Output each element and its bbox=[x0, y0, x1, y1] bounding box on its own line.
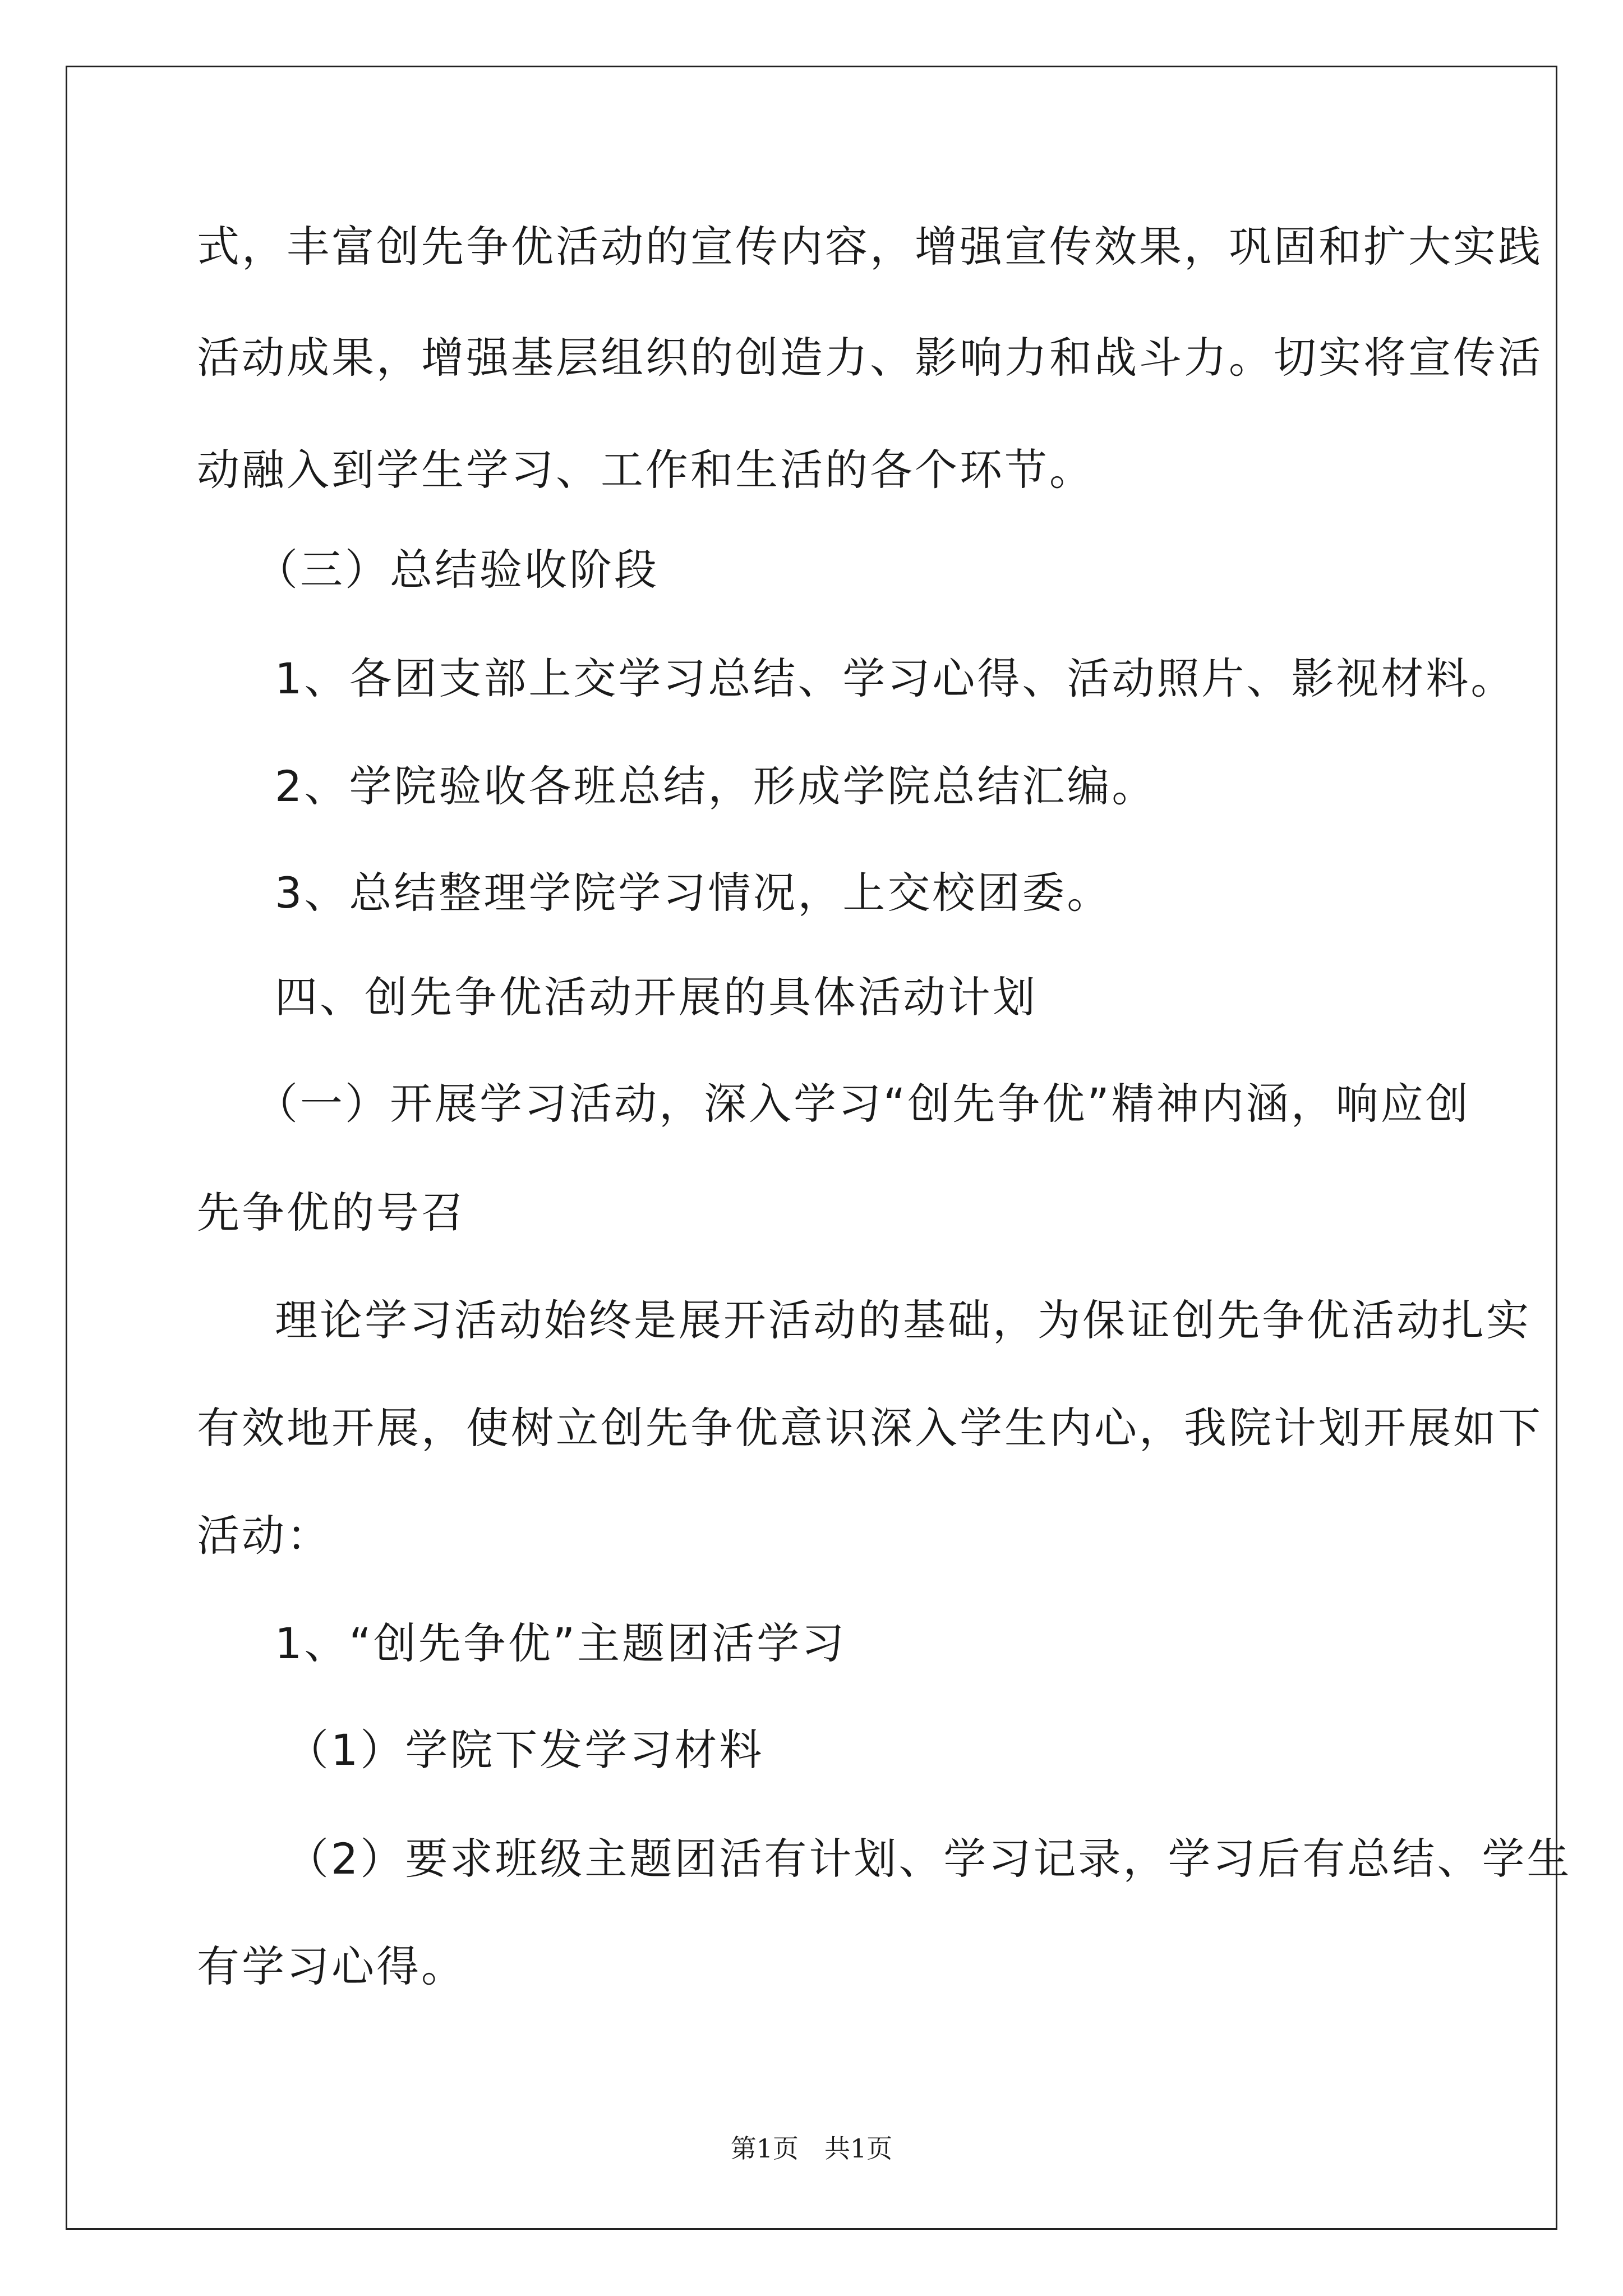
list-item: 2、学院验收各班总结，形成学院总结汇编。 bbox=[275, 761, 1157, 811]
list-item: 3、总结整理学院学习情况，上交校团委。 bbox=[275, 868, 1112, 918]
body-line: 活动： bbox=[197, 1511, 331, 1561]
section-heading: 四、创先争优活动开展的具体活动计划 bbox=[275, 972, 1038, 1022]
body-line: 理论学习活动始终是展开活动的基础，为保证创先争优活动扎实 bbox=[275, 1295, 1531, 1345]
body-line: 有学习心得。 bbox=[197, 1941, 466, 1991]
body-line: 活动成果，增强基层组织的创造力、影响力和战斗力。切实将宣传活 bbox=[197, 333, 1543, 383]
list-item: 1、各团支部上交学习总结、学习心得、活动照片、影视材料。 bbox=[275, 654, 1516, 703]
list-item: （1）学院下发学习材料 bbox=[286, 1725, 764, 1775]
body-line: 式，丰富创先争优活动的宣传内容，增强宣传效果，巩固和扩大实践 bbox=[197, 222, 1543, 272]
subsection-heading: （一）开展学习活动，深入学习“创先争优”精神内涵，响应创 bbox=[255, 1079, 1470, 1129]
section-heading: （三）总结验收阶段 bbox=[255, 545, 659, 595]
list-item: （2）要求班级主题团活有计划、学习记录，学习后有总结、学生 bbox=[286, 1834, 1572, 1884]
body-line: 动融入到学生学习、工作和生活的各个环节。 bbox=[197, 445, 1094, 495]
page-footer: 第1页 共1页 bbox=[730, 2133, 893, 2164]
subsection-heading-cont: 先争优的号召 bbox=[197, 1188, 466, 1237]
page-border bbox=[66, 66, 1572, 2230]
list-item: 1、“创先争优”主题团活学习 bbox=[275, 1618, 847, 1668]
body-line: 有效地开展，使树立创先争优意识深入学生内心，我院计划开展如下 bbox=[197, 1403, 1543, 1453]
